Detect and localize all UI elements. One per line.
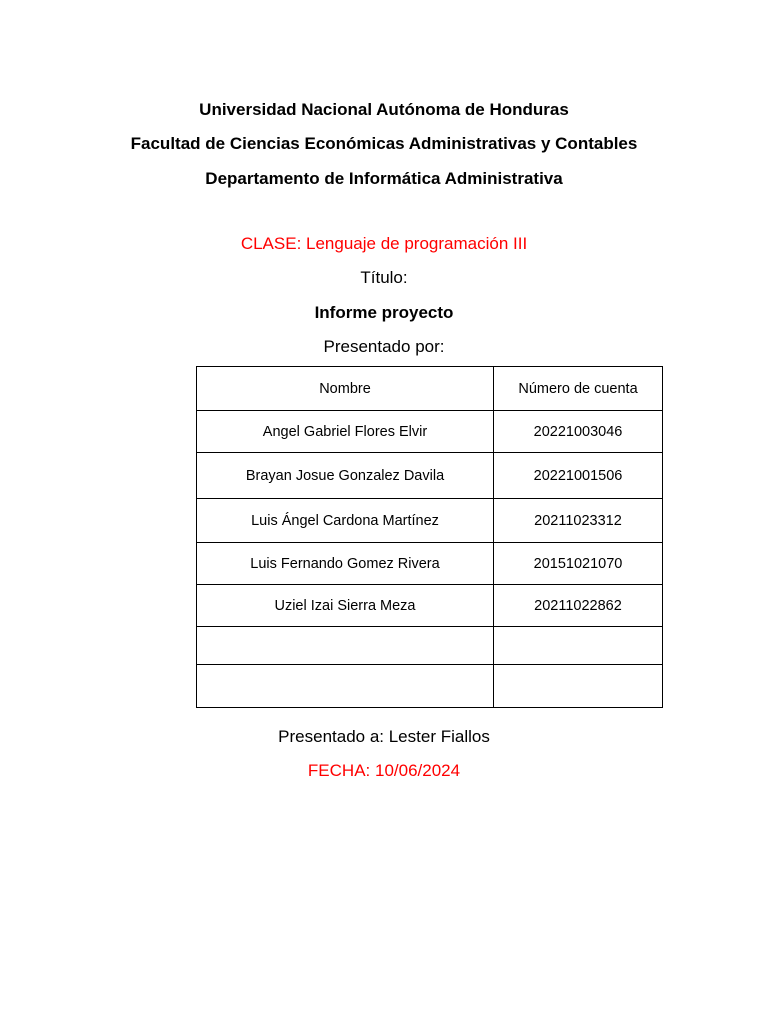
account-number: 20151021070	[494, 543, 663, 585]
column-header-name: Nombre	[197, 367, 494, 411]
course-line: CLASE: Lenguaje de programación III	[240, 234, 528, 253]
student-name	[197, 665, 494, 708]
student-name: Luis Ángel Cardona Martínez	[197, 499, 494, 543]
account-number: 20221003046	[494, 411, 663, 453]
university-name: Universidad Nacional Autónoma de Honduras	[199, 100, 569, 119]
table-row-empty	[197, 665, 663, 708]
presented-to-line: Presentado a: Lester Fiallos	[278, 727, 490, 746]
presented-by-label: Presentado por:	[323, 337, 445, 356]
date-line: FECHA: 10/06/2024	[307, 761, 461, 780]
account-number	[494, 665, 663, 708]
student-name: Luis Fernando Gomez Rivera	[197, 543, 494, 585]
table-row	[197, 499, 663, 543]
table-row	[197, 543, 663, 585]
department-name: Departamento de Informática Administrativa	[205, 169, 563, 188]
table-row	[197, 453, 663, 499]
student-name: Brayan Josue Gonzalez Davila	[197, 453, 494, 499]
student-name: Angel Gabriel Flores Elvir	[197, 411, 494, 453]
table-row	[197, 585, 663, 627]
students-table	[196, 366, 663, 708]
account-number: 20211022862	[494, 585, 663, 627]
student-name: Uziel Izai Sierra Meza	[197, 585, 494, 627]
title-label: Título:	[360, 268, 408, 287]
faculty-name: Facultad de Ciencias Económicas Administrativas y Contables	[130, 134, 638, 153]
table-row	[197, 411, 663, 453]
document-title: Informe proyecto	[314, 303, 454, 322]
table-header-row	[197, 367, 663, 411]
student-name	[197, 627, 494, 665]
table-row-empty	[197, 627, 663, 665]
column-header-account: Número de cuenta	[494, 367, 663, 411]
account-number	[494, 627, 663, 665]
account-number: 20221001506	[494, 453, 663, 499]
account-number: 20211023312	[494, 499, 663, 543]
